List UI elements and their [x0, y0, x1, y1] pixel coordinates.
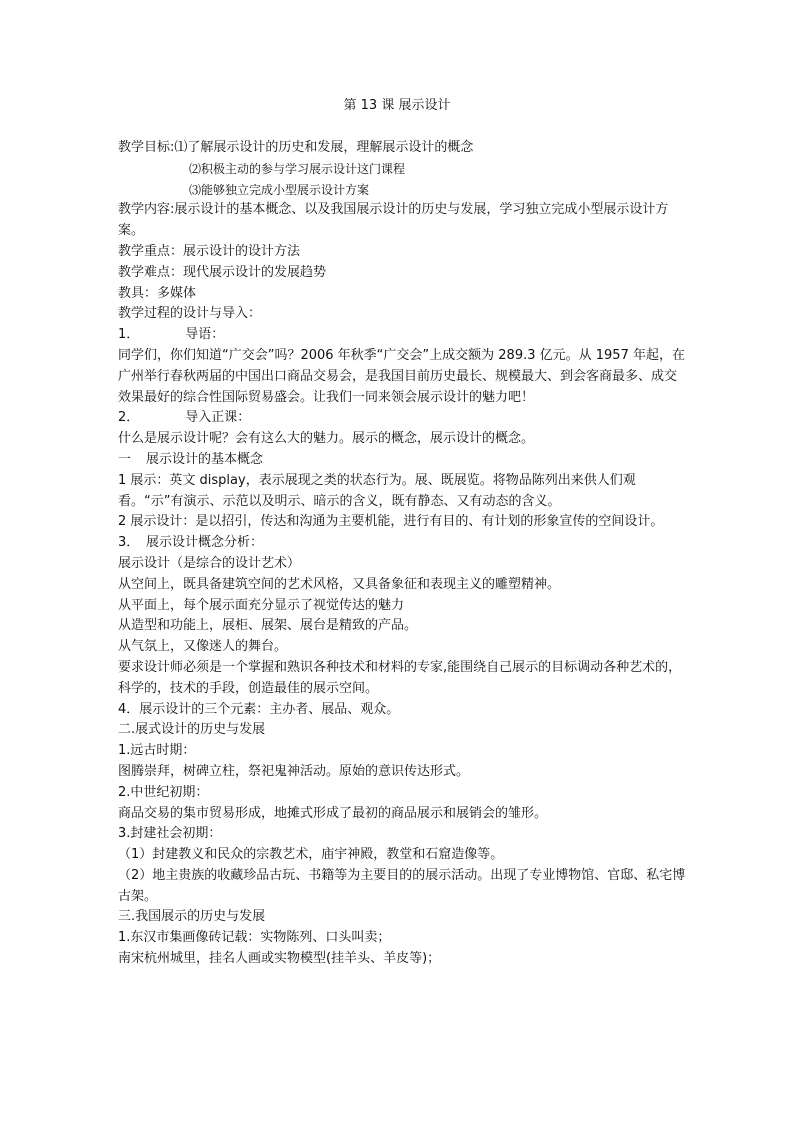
china-history-line: 南宋杭州城里，挂名人画或实物模型(挂羊头、羊皮等)； — [118, 951, 441, 967]
analysis-line: 从气氛上，又像迷人的舞台。 — [118, 639, 288, 655]
teaching-goal-item: ⑵积极主动的参与学习展示设计这门课程 — [189, 161, 406, 176]
analysis-line: 从造型和功能上，展柜、展架、展台是精致的产品。 — [118, 618, 418, 634]
definition-paragraph: 1 展示：英文 display，表示展现之类的状态行为。展、既展览。将物品陈列出来供人们观看。“示”有演示、示范以及明示、暗示的含义，既有静态、又有动态的含义。 — [118, 472, 636, 509]
china-history-line: 1.东汉市集画像砖记载：实物陈列、口头叫卖； — [118, 930, 391, 946]
requirement-paragraph: 要求设计师必须是一个掌握和熟识各种技术和材料的专家,能围绕自己展示的目标调动各种艺术的，科学的，技术的手段，创造最佳的展示空间。 — [118, 659, 682, 696]
teaching-tools: 教具：多媒体 — [118, 285, 197, 301]
document-body — [118, 138, 688, 970]
teaching-goal-item: ⑶能够独立完成小型展示设计方案 — [189, 182, 370, 197]
teaching-goal-label: 教学目标: — [118, 140, 175, 155]
history-line: （1）封建教义和民众的宗教艺术，庙宇神殿，教堂和石窟造像等。 — [118, 847, 504, 863]
analysis-line: 从空间上，既具备建筑空间的艺术风格，又具备象征和表现主义的雕塑精神。 — [118, 576, 561, 592]
lesson-title: 第 13 课 展示设计 — [343, 98, 451, 113]
question-line: 什么是展示设计呢？会有这么大的魅力。展示的概念，展示设计的概念。 — [118, 431, 535, 447]
elements-line: 4．展示设计的三个元素：主办者、展品、观众。 — [118, 701, 400, 717]
analysis-heading: 3． 展示设计概念分析： — [118, 535, 264, 551]
teaching-difficulty: 教学难点：现代展示设计的发展趋势 — [118, 264, 327, 280]
teaching-key-point: 教学重点：展示设计的设计方法 — [118, 243, 301, 259]
analysis-line: 展示设计（是综合的设计艺术） — [118, 555, 301, 571]
history-line: 1.远古时期： — [118, 743, 196, 759]
definition-paragraph: 2 展示设计：是以招引，传达和沟通为主要机能，进行有目的、有计划的形象宣传的空间设计。 — [118, 514, 664, 530]
teaching-content: 教学内容:展示设计的基本概念、以及我国展示设计的历史与发展，学习独立完成小型展示设计方案。 — [118, 202, 669, 239]
step-intro-heading: 1． 导语： — [118, 327, 225, 343]
history-line: 图腾崇拜，树碑立柱，祭祀鬼神活动。原始的意识传达形式。 — [118, 763, 470, 779]
history-paragraph: （2）地主贵族的收藏珍品古玩、书籍等为主要目的的展示活动。出现了专业博物馆、官邸、私宅博古架。 — [118, 867, 686, 904]
section-heading: 二.展式设计的历史与发展 — [118, 722, 266, 738]
teaching-process: 教学过程的设计与导入： — [118, 306, 262, 322]
intro-paragraph: 同学们，你们知道“广交会”吗？2006 年秋季“广交会”上成交额为 289.3 亿元。从 1957 年起，在广州举行春秋两届的中国出口商品交易会，是我国目前历史最长、规模最大、到会客商最多、成交效果最好的综合性国际贸易盛会。让我们一同来领会展示设计的魅力吧！ — [118, 347, 685, 405]
history-line: 商品交易的集市贸易形成，地摊式形成了最初的商品展示和展销会的雏形。 — [118, 805, 548, 821]
history-line: 3.封建社会初期： — [118, 826, 222, 842]
step-lesson-heading: 2． 导入正课： — [118, 410, 251, 426]
teaching-goal-line — [118, 138, 688, 159]
teaching-goal-item: ⑴了解展示设计的历史和发展，理解展示设计的概念 — [174, 140, 474, 155]
analysis-line: 从平面上，每个展示面充分显示了视觉传达的魅力 — [118, 597, 405, 613]
section-heading: 一 展示设计的基本概念 — [118, 451, 264, 467]
history-line: 2.中世纪初期： — [118, 784, 209, 800]
section-heading: 三.我国展示的历史与发展 — [118, 909, 266, 925]
